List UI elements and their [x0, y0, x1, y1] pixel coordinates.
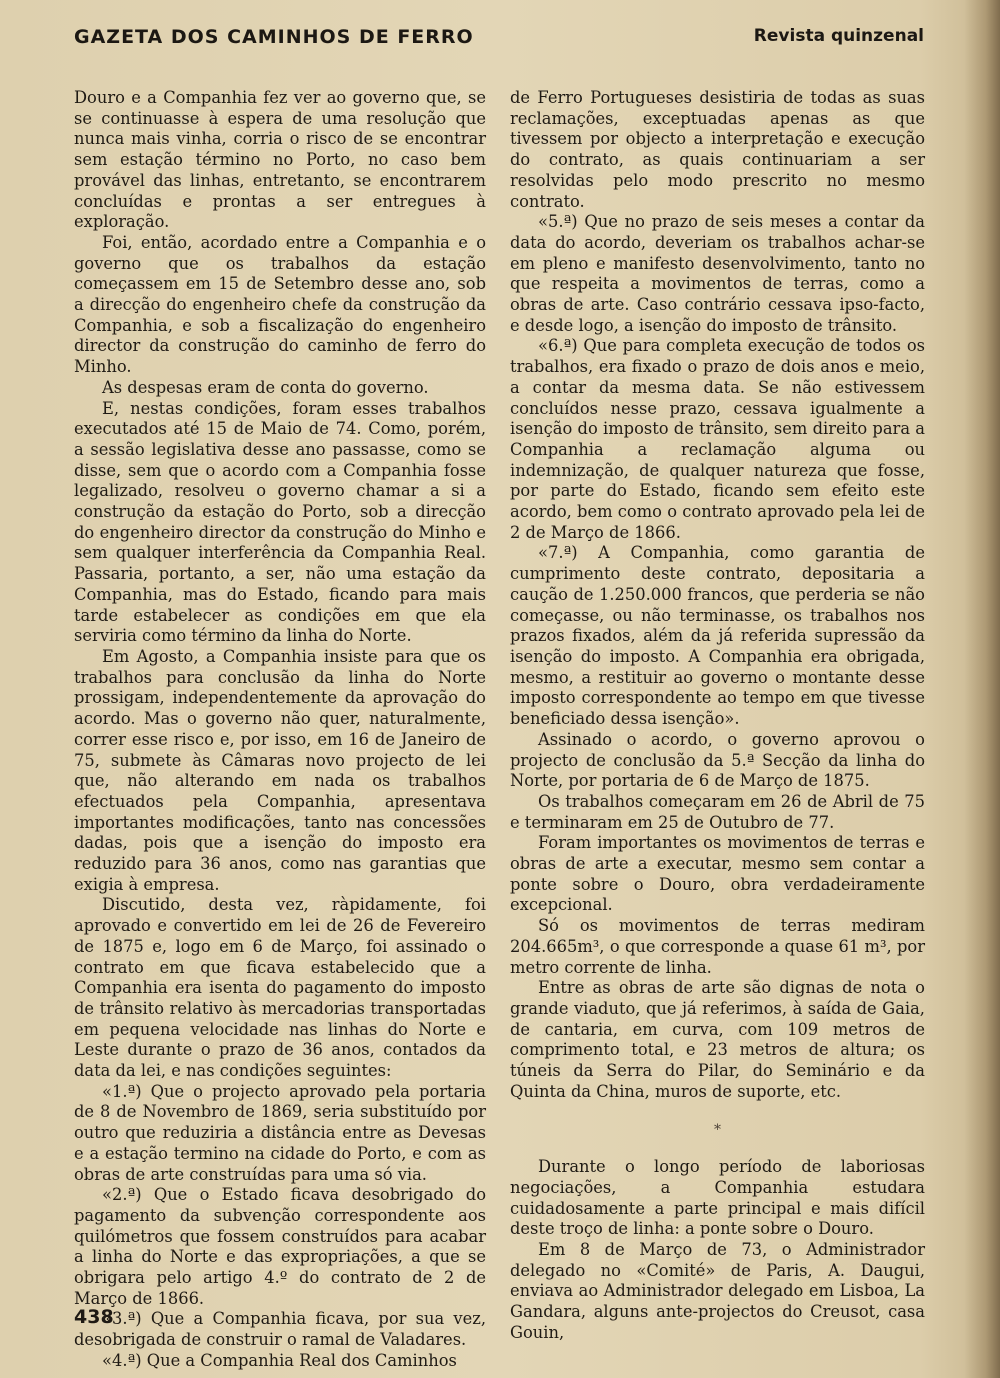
page-header: [74, 26, 924, 56]
paragraph: «6.ª) Que para completa execução de todos os trabalhos, era fixado o prazo de dois anos e meio, a contar da mesma data. Se não estivessem concluídos nesse prazo, cessava igualmente a isenção do imposto de trânsito, sem direito para a Companhia a reclamação alguma ou indemnização, de qualquer natureza que fosse, por parte do Estado, ficando sem efeito este acordo, bem como o contrato aprovado pela lei de 2 de Março de 1866.: [510, 336, 925, 542]
paragraph: As despesas eram de conta do governo.: [102, 377, 429, 397]
paragraph: Entre as obras de arte são dignas de nota o grande viaduto, que já referimos, à saída de Gaia, de cantaria, em curva, com 109 metros de comprimento total, e 23 metros de altura; os túneis da Serra do Pilar, do Seminário e da Quinta da China, muros de suporte, etc.: [510, 978, 925, 1101]
right-column: [510, 88, 925, 1343]
paragraph: Foi, então, acordado entre a Companhia e o governo que os trabalhos da estação começassem em 15 de Setembro desse ano, sob a direcção do engenheiro chefe da construção da Companhia, e sob a fiscalização do engenheiro director da construção do caminho de ferro do Minho.: [74, 232, 486, 377]
paragraph: «4.ª) Que a Companhia Real dos Caminhos: [102, 1350, 457, 1370]
paragraph: Douro e a Companhia fez ver ao governo que, se se continuasse à espera de uma resolução que nunca mais vinha, corria o risco de se encontrar sem estação término no Porto, no caso bem provável das linhas, entretanto, se encontrarem concluídas e prontas a ser entregues à exploração.: [74, 88, 486, 232]
journal-subtitle: Revista quinzenal: [753, 26, 924, 46]
page-number: 438: [74, 1306, 114, 1328]
paragraph: Em 8 de Março de 73, o Administrador delegado no «Comité» de Paris, A. Daugui, enviava ao Administrador delegado em Lisboa, La Gandara, alguns ante-projectos do Creusot, casa Gouin,: [510, 1239, 925, 1342]
paragraph: Os trabalhos começaram em 26 de Abril de 75 e terminaram em 25 de Outubro de 77.: [510, 791, 925, 832]
section-separator: *: [714, 1122, 721, 1139]
paragraph: Só os movimentos de terras mediram 204.665m³, o que corresponde a quase 61 m³, por metro corrente de linha.: [510, 916, 925, 977]
paragraph: Discutido, desta vez, ràpidamente, foi aprovado e convertido em lei de 26 de Fevereiro de 1875 e, logo em 6 de Março, foi assinado o contrato em que ficava estabelecido que a Companhia era isenta do pagamento do imposto de trânsito relativo às mercadorias transportadas em pequena velocidade nas linhas do Norte e Leste durante o prazo de 36 anos, contados da data da lei, e nas condições seguintes:: [74, 895, 486, 1081]
paragraph: Em Agosto, a Companhia insiste para que os trabalhos para conclusão da linha do Norte prossigam, independentemente da aprovação do acordo. Mas o governo não quer, naturalmente, correr esse risco e, por isso, em 16 de Janeiro de 75, submete às Câmaras novo projecto de lei que, não alterando em nada os trabalhos efectuados pela Companhia, apresentava importantes modificações, tanto nas concessões dadas, pois que a isenção do imposto era reduzido para 36 anos, como nas garantias que exigia à empresa.: [74, 646, 486, 894]
paragraph: «1.ª) Que o projecto aprovado pela portaria de 8 de Novembro de 1869, seria substituído por outro que reduziria a distância entre as Devesas e a estação termino na cidade do Porto, e com as obras de arte construídas para uma só via.: [74, 1081, 486, 1184]
paragraph: E, nestas condições, foram esses trabalhos executados até 15 de Maio de 74. Como, porém, a sessão legislativa desse ano passasse, como se disse, sem que o acordo com a Companhia fosse legalizado, resolveu o governo chamar a si a construção da estação do Porto, sob a direcção do engenheiro director da construção do Minho e sem qualquer interferência da Companhia Real. Passaria, portanto, a ser, não uma estação da Companhia, mas do Estado, ficando para mais tarde estabelecer as condições em que ela serviria como término da linha do Norte.: [74, 398, 486, 646]
paragraph: Durante o longo período de laboriosas negociações, a Companhia estudara cuidadosamente a parte principal e mais difícil deste troço de linha: a ponte sobre o Douro.: [510, 1157, 925, 1239]
paragraph: Assinado o acordo, o governo aprovou o projecto de conclusão da 5.ª Secção da linha do Norte, por portaria de 6 de Março de 1875.: [510, 729, 925, 791]
paragraph: de Ferro Portugueses desistiria de todas as suas reclamações, exceptuadas apenas as que tivessem por objecto a interpretação e execução do contrato, as quais continuariam a ser resolvidas pelo modo prescrito no mesmo contrato.: [510, 88, 925, 211]
paragraph: «7.ª) A Companhia, como garantia de cumprimento deste contrato, depositaria a caução de 1.250.000 francos, que perderia se não começasse, ou não terminasse, os trabalhos nos prazos fixados, além da já referida supressão da isenção do imposto. A Companhia era obrigada, mesmo, a restituir ao governo o montante desse imposto correspondente ao tempo em que tivesse beneficiado dessa isenção».: [510, 543, 925, 729]
paragraph: «5.ª) Que no prazo de seis meses a contar da data do acordo, deveriam os trabalhos achar-se em pleno e manifesto desenvolvimento, tanto no que respeita a movimentos de terras, como a obras de arte. Caso contrário cessava ipso-facto, e desde logo, a isenção do imposto de trânsito.: [510, 212, 925, 335]
paragraph: «2.ª) Que o Estado ficava desobrigado do pagamento da subvenção correspondente aos quilómetros que fossem construídos para acabar a linha do Norte e das expropriações, a que se obrigara pelo artigo 4.º do contrato de 2 de Março de 1866.: [74, 1185, 486, 1308]
journal-title: GAZETA DOS CAMINHOS DE FERRO: [74, 26, 474, 48]
paragraph: «3.ª) Que a Companhia ficava, por sua vez, desobrigada de construir o ramal de Valadares.: [74, 1309, 486, 1350]
binding-shadow: [964, 0, 1000, 1378]
left-column: [74, 88, 486, 1372]
paragraph: Foram importantes os movimentos de terras e obras de arte a executar, mesmo sem contar a ponte sobre o Douro, obra verdadeiramente excepcional.: [510, 833, 925, 915]
